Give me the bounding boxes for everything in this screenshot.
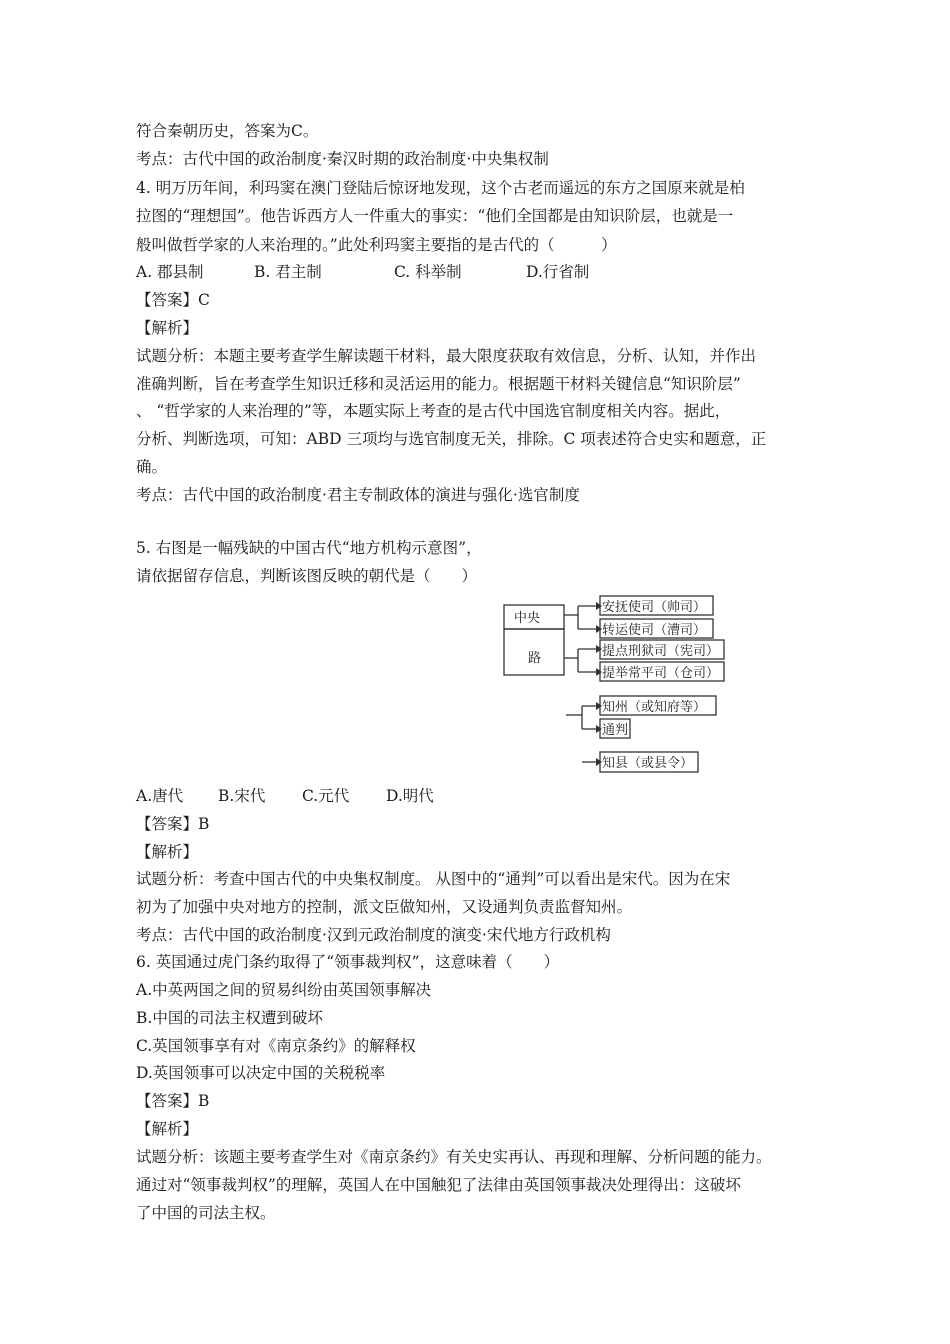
answer-label: 【答案】C [136,291,210,309]
analysis-label: 【解析】 [136,1120,199,1138]
choice-a: A.唐代 [136,787,184,805]
office-label: 安抚使司（帅司） [602,600,707,615]
lu-label: 路 [528,651,542,666]
text-line: 通过对“领事裁判权”的理解，英国人在中国触犯了法律由英国领事裁决处理得出：这破坏 [136,1176,741,1194]
text-line: 考点：古代中国的政治制度·汉到元政治制度的演变·宋代地方行政机构 [136,926,611,944]
text-line: 符合秦朝历史，答案为C。 [136,122,319,140]
question-4-choices [136,262,589,282]
text-line: 了中国的司法主权。 [136,1204,276,1222]
county-label: 知县（或县令） [602,756,694,771]
choice-c: C.英国领事享有对《南京条约》的解释权 [136,1037,416,1055]
choice-d: D.明代 [386,787,434,805]
choice-b: B.中国的司法主权遭到破坏 [136,1009,323,1027]
choice-b: B.宋代 [218,787,266,805]
answer-label: 【答案】B [136,1092,210,1110]
question-5-choices [136,786,434,806]
text-line: 试题分析：考查中国古代的中央集权制度。 从图中的“通判”可以看出是宋代。因为在宋 [136,870,731,888]
text-line: 确。 [136,458,168,476]
text-line: 初为了加强中央对地方的控制，派文臣做知州，又设通判负责监督知州。 [136,898,633,916]
text-line: 考点：古代中国的政治制度·秦汉时期的政治制度·中央集权制 [136,150,549,168]
choice-a: A.中英两国之间的贸易纠纷由英国领事解决 [136,981,432,999]
text-line: 准确判断，旨在考查学生知识迁移和灵活运用的能力。根据题干材料关键信息“知识阶层” [136,375,741,393]
choice-d: D.英国领事可以决定中国的关税税率 [136,1064,386,1082]
office-label: 提点刑狱司（宪司） [602,644,720,659]
text-line: 请依据留存信息，判断该图反映的朝代是（ ） [136,567,478,585]
office-label: 提举常平司（仓司） [602,666,720,681]
choice-d: D.行省制 [526,263,590,281]
text-line: 般叫做哲学家的人来治理的。”此处利玛窦主要指的是古代的（ ） [136,236,617,254]
question-4-stem: 4. 明万历年间，利玛窦在澳门登陆后惊讶地发现，这个古老而遥远的东方之国原来就是柏 [136,179,745,197]
office-label: 转运使司（漕司） [602,623,707,638]
question-5-stem: 5. 右图是一幅残缺的中国古代“地方机构示意图”， [136,539,482,557]
analysis-label: 【解析】 [136,843,199,861]
text-line: 试题分析：本题主要考查学生解读题干材料，最大限度获取有效信息，分析、认知，并作出 [136,347,757,365]
zhou-label: 通判 [602,723,629,738]
center-label: 中央 [514,611,541,626]
text-line: 拉图的“理想国”。他告诉西方人一件重大的事实：“他们全国都是由知识阶层，也就是一 [136,207,734,225]
choice-a: A. 郡县制 [136,263,204,281]
choice-c: C. 科举制 [394,263,462,281]
text-line: 考点：古代中国的政治制度·君主专制政体的演进与强化·选官制度 [136,486,580,504]
text-line: 分析、判断选项，可知：ABD 三项均与选官制度无关，排除。C 项表述符合史实和题意，正 [136,430,767,448]
choice-b: B. 君主制 [254,263,322,281]
text-line: 试题分析：该题主要考查学生对《南京条约》有关史实再认、再现和理解、分析问题的能力。 [136,1148,772,1166]
zhou-label: 知州（或知府等） [602,700,707,715]
choice-c: C.元代 [302,787,350,805]
answer-label: 【答案】B [136,815,210,833]
question-6-stem: 6. 英国通过虎门条约取得了“领事裁判权”，这意味着（ ） [136,953,560,971]
text-line: 、 “哲学家的人来治理的”等，本题实际上考查的是古代中国选官制度相关内容。据此， [136,402,731,420]
local-institution-diagram [498,592,728,777]
analysis-label: 【解析】 [136,319,199,337]
